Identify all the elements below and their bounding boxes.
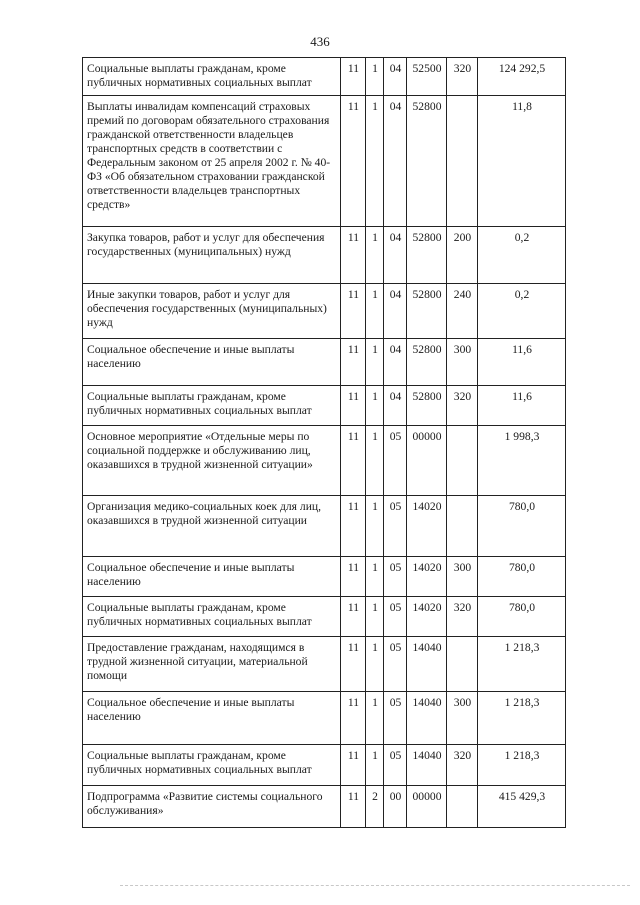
row-code-gr: 11 [341, 745, 366, 786]
row-amount: 0,2 [478, 284, 566, 339]
row-amount: 11,6 [478, 386, 566, 426]
table-row [83, 96, 566, 227]
row-code-pz: 1 [366, 745, 384, 786]
row-code-vr: 320 [447, 597, 478, 637]
row-name: Социальные выплаты гражданам, кроме публичных нормативных социальных выплат [83, 745, 341, 786]
row-code-pz: 2 [366, 786, 384, 828]
row-amount: 124 292,5 [478, 58, 566, 96]
row-code-pz: 1 [366, 692, 384, 745]
row-code-gr: 11 [341, 597, 366, 637]
row-code-vr [447, 637, 478, 692]
table-row [83, 496, 566, 557]
row-amount: 780,0 [478, 496, 566, 557]
row-code-pz: 1 [366, 496, 384, 557]
row-code-vr [447, 96, 478, 227]
row-amount: 780,0 [478, 557, 566, 597]
row-code-pr: 04 [384, 339, 407, 386]
row-amount: 415 429,3 [478, 786, 566, 828]
row-code-pz: 1 [366, 637, 384, 692]
row-code-cs: 52800 [407, 227, 447, 284]
row-code-pr: 04 [384, 386, 407, 426]
row-amount: 0,2 [478, 227, 566, 284]
table-row [83, 637, 566, 692]
page-number: 436 [310, 34, 330, 49]
row-name: Социальное обеспечение и иные выплаты населению [83, 692, 341, 745]
table-row [83, 786, 566, 828]
row-code-pr: 04 [384, 58, 407, 96]
row-code-vr: 320 [447, 58, 478, 96]
row-name: Социальные выплаты гражданам, кроме публичных нормативных социальных выплат [83, 386, 341, 426]
row-code-gr: 11 [341, 386, 366, 426]
row-code-gr: 11 [341, 637, 366, 692]
row-code-pr: 05 [384, 426, 407, 496]
row-amount: 11,6 [478, 339, 566, 386]
row-code-gr: 11 [341, 786, 366, 828]
row-amount: 11,8 [478, 96, 566, 227]
row-code-cs: 14020 [407, 496, 447, 557]
row-code-gr: 11 [341, 557, 366, 597]
row-code-gr: 11 [341, 227, 366, 284]
row-code-cs: 52500 [407, 58, 447, 96]
row-name: Организация медико-социальных коек для лиц, оказавшихся в трудной жизненной ситуации [83, 496, 341, 557]
row-code-cs: 14040 [407, 637, 447, 692]
row-name: Закупка товаров, работ и услуг для обеспечения государственных (муниципальных) нужд [83, 227, 341, 284]
row-code-pr: 04 [384, 284, 407, 339]
row-code-vr [447, 786, 478, 828]
row-code-gr: 11 [341, 339, 366, 386]
table-row [83, 339, 566, 386]
row-amount: 1 218,3 [478, 692, 566, 745]
table-row [83, 745, 566, 786]
row-code-gr: 11 [341, 284, 366, 339]
row-code-pr: 04 [384, 227, 407, 284]
row-name: Подпрограмма «Развитие системы социального обслуживания» [83, 786, 341, 828]
row-amount: 1 998,3 [478, 426, 566, 496]
row-code-pz: 1 [366, 96, 384, 227]
row-code-vr: 200 [447, 227, 478, 284]
row-code-vr: 320 [447, 745, 478, 786]
budget-table-body [83, 58, 566, 828]
row-code-gr: 11 [341, 426, 366, 496]
row-code-pz: 1 [366, 386, 384, 426]
row-code-cs: 52800 [407, 386, 447, 426]
row-code-pz: 1 [366, 339, 384, 386]
row-code-pr: 05 [384, 557, 407, 597]
footer-scan-line [120, 885, 630, 886]
table-row [83, 284, 566, 339]
row-code-pr: 04 [384, 96, 407, 227]
row-code-pr: 05 [384, 637, 407, 692]
row-code-pz: 1 [366, 597, 384, 637]
row-code-pz: 1 [366, 557, 384, 597]
row-amount: 780,0 [478, 597, 566, 637]
row-code-cs: 52800 [407, 339, 447, 386]
row-code-pz: 1 [366, 227, 384, 284]
row-code-vr: 300 [447, 557, 478, 597]
row-code-pz: 1 [366, 426, 384, 496]
row-name: Социальное обеспечение и иные выплаты населению [83, 339, 341, 386]
budget-table [82, 57, 566, 828]
row-code-gr: 11 [341, 58, 366, 96]
row-code-gr: 11 [341, 96, 366, 227]
table-row [83, 58, 566, 96]
row-code-vr: 320 [447, 386, 478, 426]
table-row [83, 597, 566, 637]
row-name: Социальное обеспечение и иные выплаты населению [83, 557, 341, 597]
table-row [83, 557, 566, 597]
row-amount: 1 218,3 [478, 637, 566, 692]
row-code-cs: 14040 [407, 745, 447, 786]
row-code-pz: 1 [366, 58, 384, 96]
row-name: Предоставление гражданам, находящимся в трудной жизненной ситуации, материальной помощи [83, 637, 341, 692]
row-code-pz: 1 [366, 284, 384, 339]
table-row [83, 386, 566, 426]
row-code-cs: 14020 [407, 597, 447, 637]
row-name: Социальные выплаты гражданам, кроме публичных нормативных социальных выплат [83, 597, 341, 637]
row-code-vr [447, 426, 478, 496]
row-code-pr: 05 [384, 692, 407, 745]
row-code-cs: 00000 [407, 426, 447, 496]
row-code-vr: 300 [447, 692, 478, 745]
row-code-cs: 52800 [407, 96, 447, 227]
row-code-pr: 05 [384, 496, 407, 557]
row-name: Социальные выплаты гражданам, кроме публичных нормативных социальных выплат [83, 58, 341, 96]
row-code-cs: 00000 [407, 786, 447, 828]
row-name: Выплаты инвалидам компенсаций страховых премий по договорам обязательного страхования гражданской ответственности владельцев транспортных средств в соответствии с Федеральным законом от 25 апреля 2002 г. № 40-ФЗ «Об обязательном страховании гражданской ответственности владельцев транспортных средств» [83, 96, 341, 227]
row-code-cs: 14020 [407, 557, 447, 597]
row-amount: 1 218,3 [478, 745, 566, 786]
row-code-pr: 05 [384, 597, 407, 637]
table-row [83, 227, 566, 284]
row-code-vr: 300 [447, 339, 478, 386]
row-code-pr: 05 [384, 745, 407, 786]
row-code-gr: 11 [341, 496, 366, 557]
table-row [83, 426, 566, 496]
row-name: Иные закупки товаров, работ и услуг для обеспечения государственных (муниципальных) нужд [83, 284, 341, 339]
row-code-pr: 00 [384, 786, 407, 828]
table-row [83, 692, 566, 745]
row-code-cs: 14040 [407, 692, 447, 745]
row-code-gr: 11 [341, 692, 366, 745]
row-name: Основное мероприятие «Отдельные меры по социальной поддержке и обслуживанию лиц, оказавшихся в трудной жизненной ситуации» [83, 426, 341, 496]
row-code-cs: 52800 [407, 284, 447, 339]
row-code-vr [447, 496, 478, 557]
row-code-vr: 240 [447, 284, 478, 339]
